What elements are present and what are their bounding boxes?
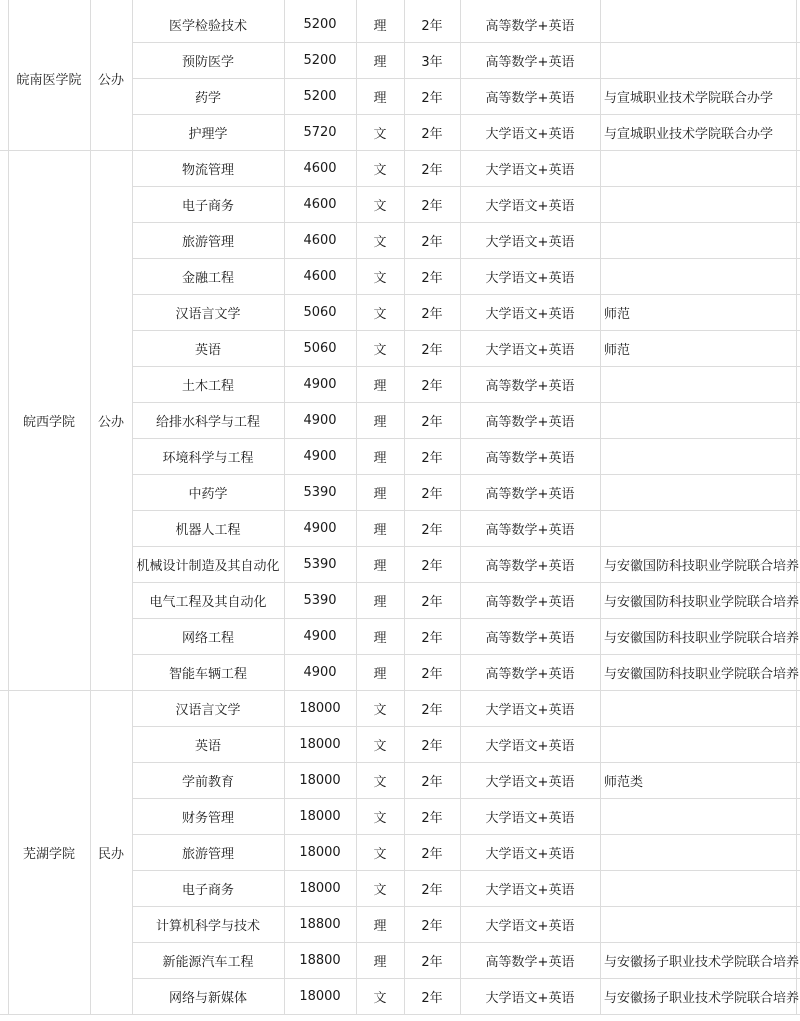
category-cell: 理 (373, 630, 387, 646)
note-cell (600, 906, 795, 942)
note-cell: 师范 (604, 342, 631, 358)
school-name-cell: 皖西学院 (22, 414, 75, 430)
duration-cell: 2年 (421, 90, 443, 106)
category-cell: 理 (373, 522, 387, 538)
note-cell: 师范类 (604, 774, 644, 790)
note-cell (600, 150, 795, 186)
fee-cell: 5200 (303, 16, 337, 32)
major-cell: 护理学 (188, 126, 228, 142)
exam-cell: 高等数学+英语 (485, 594, 575, 610)
major-cell: 计算机科学与技术 (155, 918, 260, 934)
duration-cell: 2年 (421, 810, 443, 826)
category-cell: 理 (373, 666, 387, 682)
fee-cell: 18000 (299, 880, 341, 896)
note-cell (600, 870, 795, 906)
category-cell: 理 (373, 486, 387, 502)
exam-cell: 大学语文+英语 (485, 270, 575, 286)
exam-cell: 高等数学+英语 (485, 666, 575, 682)
fee-cell: 4900 (303, 520, 337, 536)
category-cell: 理 (373, 90, 387, 106)
major-cell: 金融工程 (181, 270, 234, 286)
category-cell: 理 (373, 558, 387, 574)
exam-cell: 大学语文+英语 (485, 702, 575, 718)
major-cell: 新能源汽车工程 (162, 954, 254, 970)
major-cell: 汉语言文学 (175, 702, 241, 718)
major-cell: 医学检验技术 (168, 18, 247, 34)
fee-cell: 5720 (303, 124, 337, 140)
category-cell: 文 (373, 234, 387, 250)
note-cell: 与安徽国防科技职业学院联合培养 (604, 630, 800, 646)
school-name-cell: 皖南医学院 (16, 72, 82, 88)
major-cell: 汉语言文学 (175, 306, 241, 322)
major-cell: 环境科学与工程 (162, 450, 254, 466)
note-cell (600, 798, 795, 834)
category-cell: 理 (373, 594, 387, 610)
exam-cell: 高等数学+英语 (485, 54, 575, 70)
note-cell (600, 438, 795, 474)
major-cell: 学前教育 (181, 774, 234, 790)
exam-cell: 高等数学+英语 (485, 90, 575, 106)
note-cell (600, 402, 795, 438)
major-cell: 给排水科学与工程 (155, 414, 260, 430)
fee-cell: 4600 (303, 196, 337, 212)
note-cell (600, 366, 795, 402)
category-cell: 文 (373, 990, 387, 1006)
major-cell: 智能车辆工程 (168, 666, 247, 682)
exam-cell: 高等数学+英语 (485, 450, 575, 466)
fee-cell: 5200 (303, 52, 337, 68)
note-cell: 与安徽国防科技职业学院联合培养 (604, 594, 800, 610)
note-cell: 与安徽国防科技职业学院联合培养 (604, 558, 800, 574)
school-type-cell: 民办 (97, 846, 124, 862)
category-cell: 理 (373, 954, 387, 970)
duration-cell: 2年 (421, 18, 443, 34)
major-cell: 物流管理 (181, 162, 234, 178)
category-cell: 文 (373, 342, 387, 358)
exam-cell: 高等数学+英语 (485, 414, 575, 430)
category-cell: 文 (373, 270, 387, 286)
exam-cell: 大学语文+英语 (485, 846, 575, 862)
fee-cell: 5390 (303, 592, 337, 608)
category-cell: 文 (373, 846, 387, 862)
category-cell: 理 (373, 450, 387, 466)
note-cell (600, 6, 795, 42)
duration-cell: 2年 (421, 666, 443, 682)
duration-cell: 3年 (421, 54, 443, 70)
major-cell: 电子商务 (181, 882, 234, 898)
category-cell: 文 (373, 738, 387, 754)
school-type-cell: 公办 (97, 414, 124, 430)
major-cell: 电子商务 (181, 198, 234, 214)
category-cell: 文 (373, 306, 387, 322)
major-cell: 英语 (194, 342, 221, 358)
major-cell: 财务管理 (181, 810, 234, 826)
category-cell: 文 (373, 810, 387, 826)
duration-cell: 2年 (421, 990, 443, 1006)
major-cell: 预防医学 (181, 54, 234, 70)
exam-cell: 大学语文+英语 (485, 342, 575, 358)
fee-cell: 5200 (303, 88, 337, 104)
school-name-cell: 芜湖学院 (22, 846, 75, 862)
fee-cell: 5390 (303, 484, 337, 500)
duration-cell: 2年 (421, 846, 443, 862)
note-cell (600, 726, 795, 762)
exam-cell: 大学语文+英语 (485, 162, 575, 178)
major-cell: 药学 (194, 90, 221, 106)
duration-cell: 2年 (421, 882, 443, 898)
note-cell: 与宣城职业技术学院联合办学 (604, 90, 774, 106)
category-cell: 文 (373, 198, 387, 214)
exam-cell: 大学语文+英语 (485, 306, 575, 322)
note-cell: 与安徽扬子职业技术学院联合培养 (604, 954, 800, 970)
category-cell: 理 (373, 918, 387, 934)
note-cell (600, 690, 795, 726)
fee-cell: 18000 (299, 772, 341, 788)
fee-cell: 5060 (303, 304, 337, 320)
fee-cell: 18800 (299, 916, 341, 932)
category-cell: 文 (373, 774, 387, 790)
fee-cell: 4900 (303, 448, 337, 464)
duration-cell: 2年 (421, 414, 443, 430)
duration-cell: 2年 (421, 594, 443, 610)
major-cell: 网络工程 (181, 630, 234, 646)
note-cell (600, 474, 795, 510)
major-cell: 旅游管理 (181, 234, 234, 250)
major-cell: 机械设计制造及其自动化 (136, 558, 280, 574)
category-cell: 理 (373, 18, 387, 34)
duration-cell: 2年 (421, 630, 443, 646)
duration-cell: 2年 (421, 342, 443, 358)
fee-cell: 4900 (303, 412, 337, 428)
note-cell: 师范 (604, 306, 631, 322)
duration-cell: 2年 (421, 522, 443, 538)
duration-cell: 2年 (421, 234, 443, 250)
exam-cell: 大学语文+英语 (485, 918, 575, 934)
duration-cell: 2年 (421, 702, 443, 718)
exam-cell: 高等数学+英语 (485, 486, 575, 502)
major-cell: 英语 (194, 738, 221, 754)
major-cell: 机器人工程 (175, 522, 241, 538)
fee-cell: 4600 (303, 232, 337, 248)
exam-cell: 大学语文+英语 (485, 810, 575, 826)
exam-cell: 高等数学+英语 (485, 630, 575, 646)
category-cell: 理 (373, 378, 387, 394)
fee-cell: 4900 (303, 664, 337, 680)
duration-cell: 2年 (421, 486, 443, 502)
duration-cell: 2年 (421, 162, 443, 178)
school-type-cell: 公办 (97, 72, 124, 88)
fee-cell: 18000 (299, 736, 341, 752)
exam-cell: 高等数学+英语 (485, 954, 575, 970)
duration-cell: 2年 (421, 270, 443, 286)
duration-cell: 2年 (421, 126, 443, 142)
note-cell: 与安徽国防科技职业学院联合培养 (604, 666, 800, 682)
exam-cell: 高等数学+英语 (485, 18, 575, 34)
major-cell: 电气工程及其自动化 (149, 594, 267, 610)
duration-cell: 2年 (421, 558, 443, 574)
note-cell: 与宣城职业技术学院联合办学 (604, 126, 774, 142)
note-cell (600, 186, 795, 222)
duration-cell: 2年 (421, 450, 443, 466)
fee-cell: 18000 (299, 844, 341, 860)
fee-cell: 5390 (303, 556, 337, 572)
fee-cell: 4600 (303, 160, 337, 176)
exam-cell: 大学语文+英语 (485, 738, 575, 754)
major-cell: 中药学 (188, 486, 228, 502)
exam-cell: 高等数学+英语 (485, 378, 575, 394)
duration-cell: 2年 (421, 954, 443, 970)
fee-cell: 18000 (299, 988, 341, 1004)
exam-cell: 大学语文+英语 (485, 882, 575, 898)
duration-cell: 2年 (421, 198, 443, 214)
note-cell (600, 42, 795, 78)
category-cell: 文 (373, 882, 387, 898)
exam-cell: 大学语文+英语 (485, 126, 575, 142)
exam-cell: 大学语文+英语 (485, 198, 575, 214)
exam-cell: 大学语文+英语 (485, 774, 575, 790)
duration-cell: 2年 (421, 738, 443, 754)
fee-cell: 4600 (303, 268, 337, 284)
major-cell: 网络与新媒体 (168, 990, 247, 1006)
fee-cell: 18000 (299, 808, 341, 824)
note-cell (600, 258, 795, 294)
category-cell: 文 (373, 162, 387, 178)
category-cell: 文 (373, 126, 387, 142)
exam-cell: 高等数学+英语 (485, 558, 575, 574)
duration-cell: 2年 (421, 378, 443, 394)
fee-cell: 18800 (299, 952, 341, 968)
fee-cell: 4900 (303, 376, 337, 392)
exam-cell: 大学语文+英语 (485, 990, 575, 1006)
duration-cell: 2年 (421, 306, 443, 322)
major-cell: 土木工程 (181, 378, 234, 394)
exam-cell: 大学语文+英语 (485, 234, 575, 250)
note-cell (600, 222, 795, 258)
note-cell (600, 510, 795, 546)
note-cell (600, 834, 795, 870)
duration-cell: 2年 (421, 918, 443, 934)
category-cell: 文 (373, 702, 387, 718)
note-cell: 与安徽扬子职业技术学院联合培养 (604, 990, 800, 1006)
exam-cell: 高等数学+英语 (485, 522, 575, 538)
duration-cell: 2年 (421, 774, 443, 790)
fee-cell: 5060 (303, 340, 337, 356)
fee-cell: 4900 (303, 628, 337, 644)
fee-cell: 18000 (299, 700, 341, 716)
major-cell: 旅游管理 (181, 846, 234, 862)
category-cell: 理 (373, 414, 387, 430)
category-cell: 理 (373, 54, 387, 70)
